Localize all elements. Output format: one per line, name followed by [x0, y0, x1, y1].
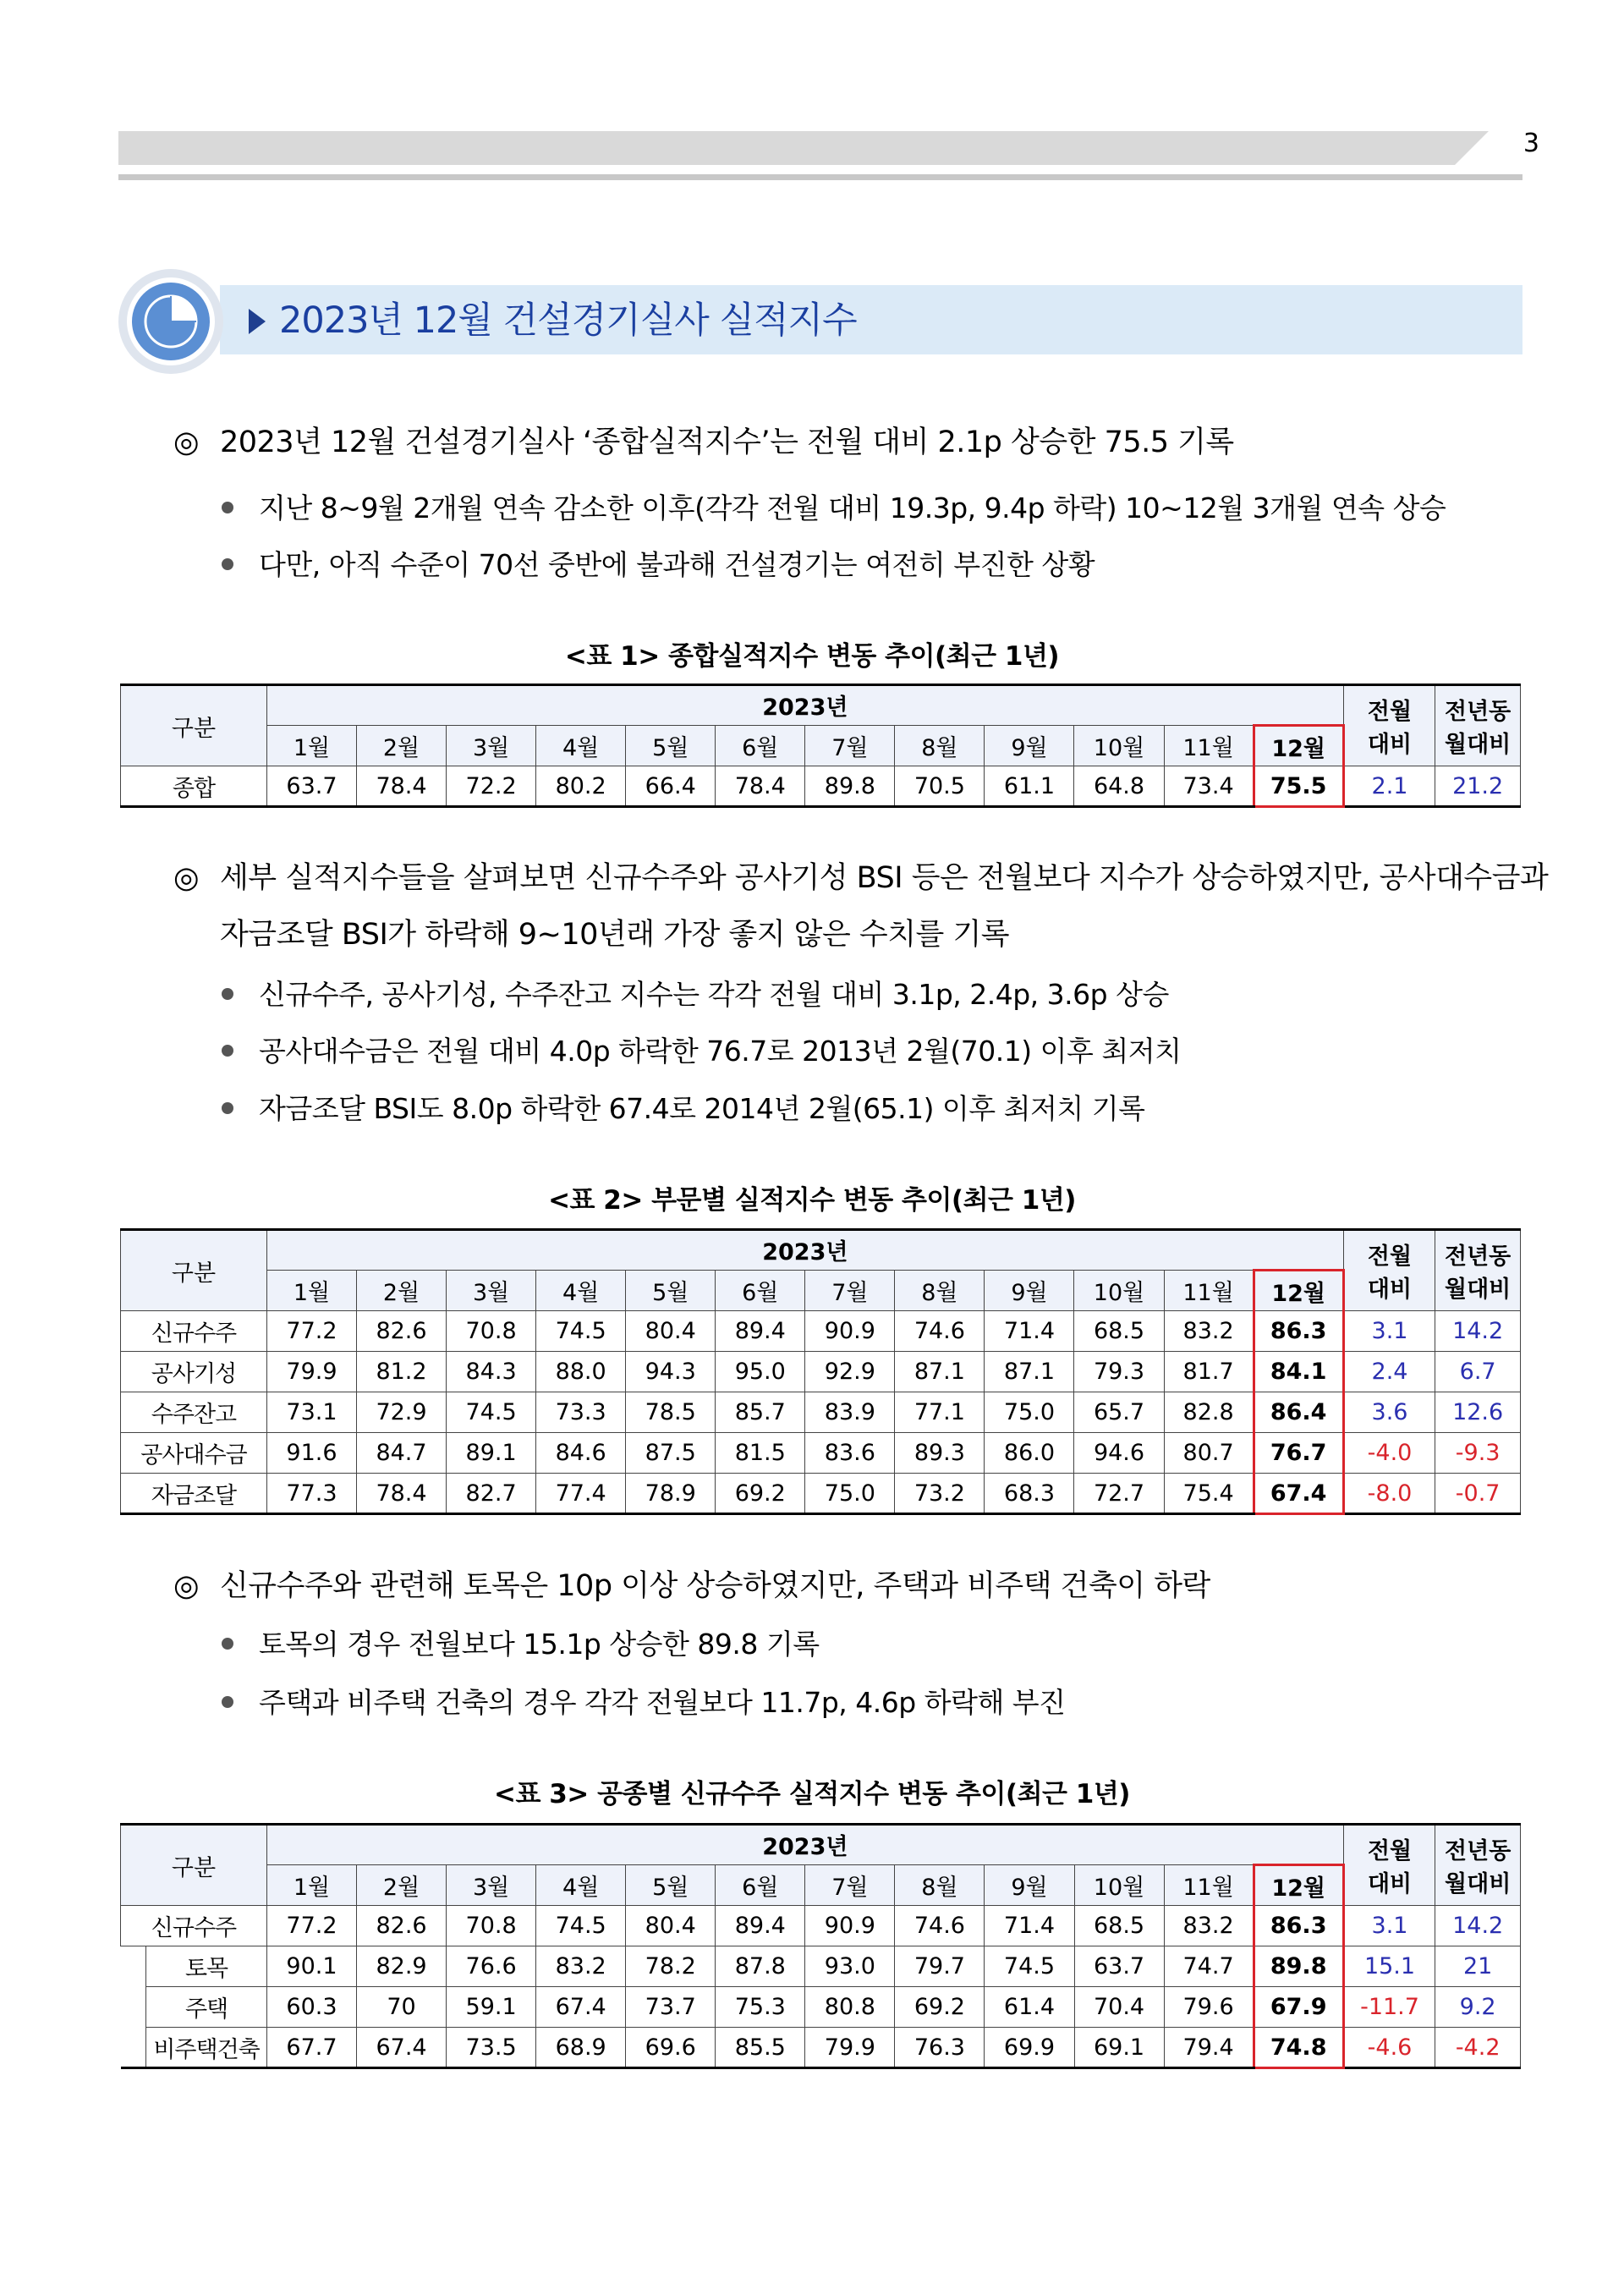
mom-cell: -4.0 — [1343, 1433, 1435, 1474]
month-header: 1월 — [266, 726, 356, 766]
table2-caption: <표 2> 부문별 실적지수 변동 추이(최근 1년) — [548, 1185, 1076, 1216]
table-row — [121, 1474, 1521, 1514]
paragraph-text: 신규수주와 관련해 토목은 10p 이상 상승하였지만, 주택과 비주택 건축이 하락 — [220, 1569, 1210, 1603]
value-cell: 69.2 — [895, 1987, 985, 2028]
bullet-item — [222, 1087, 1145, 1127]
header-yoy: 전년동 월대비 — [1435, 1825, 1521, 1906]
month-header: 11월 — [1164, 1865, 1254, 1906]
row-label: 공사기성 — [121, 1352, 267, 1392]
month-header: 11월 — [1164, 726, 1254, 766]
value-cell: 77.4 — [536, 1474, 626, 1514]
mom-cell: -4.6 — [1343, 2028, 1435, 2068]
month-header: 3월 — [447, 1271, 536, 1311]
table3 — [120, 1823, 1521, 2069]
value-cell: 63.7 — [1074, 1946, 1164, 1987]
month-header: 12월 — [1254, 1865, 1343, 1906]
header-category: 구분 — [121, 1825, 267, 1906]
month-header: 4월 — [536, 726, 626, 766]
value-cell: 84.6 — [536, 1433, 626, 1474]
value-cell: 84.1 — [1254, 1352, 1343, 1392]
header-year: 2023년 — [266, 1825, 1343, 1865]
mom-cell: 3.1 — [1343, 1906, 1435, 1946]
paragraph-1 — [173, 419, 1234, 461]
value-cell: 83.6 — [805, 1433, 895, 1474]
table-row — [121, 1906, 1521, 1946]
month-header: 10월 — [1074, 1271, 1164, 1311]
value-cell: 82.7 — [447, 1474, 536, 1514]
month-header: 4월 — [536, 1271, 626, 1311]
bullet-item — [222, 543, 1095, 583]
bullet-text: 공사대수금은 전월 대비 4.0p 하락한 76.7로 2013년 2월(70.1) 이후 최저치 — [259, 1035, 1182, 1068]
row-label: 자금조달 — [121, 1474, 267, 1514]
value-cell: 93.0 — [805, 1946, 895, 1987]
month-header: 8월 — [895, 1865, 985, 1906]
month-header: 10월 — [1074, 726, 1164, 766]
bullet-icon — [222, 1045, 233, 1057]
value-cell: 82.8 — [1164, 1392, 1254, 1433]
value-cell: 83.9 — [805, 1392, 895, 1433]
paragraph-mark: ◎ — [173, 861, 200, 895]
value-cell: 78.2 — [626, 1946, 716, 1987]
value-cell: 74.5 — [536, 1311, 626, 1352]
bullet-icon — [222, 988, 233, 1000]
value-cell: 94.6 — [1074, 1433, 1164, 1474]
header-yoy: 전년동 월대비 — [1435, 1230, 1521, 1311]
mom-cell: 3.6 — [1343, 1392, 1435, 1433]
value-cell: 78.9 — [626, 1474, 716, 1514]
value-cell: 73.4 — [1164, 766, 1254, 807]
month-header: 5월 — [626, 1865, 716, 1906]
value-cell: 73.7 — [626, 1987, 716, 2028]
value-cell: 87.8 — [716, 1946, 805, 1987]
value-cell: 89.8 — [1254, 1946, 1343, 1987]
value-cell: 77.2 — [266, 1906, 356, 1946]
value-cell: 68.3 — [985, 1474, 1074, 1514]
value-cell: 87.1 — [895, 1352, 985, 1392]
month-header: 7월 — [805, 726, 895, 766]
table-row — [121, 1352, 1521, 1392]
value-cell: 63.7 — [266, 766, 356, 807]
value-cell: 89.8 — [805, 766, 895, 807]
value-cell: 77.2 — [266, 1311, 356, 1352]
value-cell: 67.4 — [536, 1987, 626, 2028]
value-cell: 85.7 — [716, 1392, 805, 1433]
value-cell: 76.6 — [447, 1946, 536, 1987]
value-cell: 78.4 — [716, 766, 805, 807]
month-header: 3월 — [447, 726, 536, 766]
value-cell: 95.0 — [716, 1352, 805, 1392]
month-header: 7월 — [805, 1271, 895, 1311]
month-header: 10월 — [1074, 1865, 1164, 1906]
value-cell: 90.9 — [805, 1906, 895, 1946]
value-cell: 78.4 — [356, 766, 446, 807]
value-cell: 81.5 — [716, 1433, 805, 1474]
paragraph-text: 세부 실적지수들을 살펴보면 신규수주와 공사기성 BSI 등은 전월보다 지수가 상승하였지만, 공사대수금과 — [220, 861, 1549, 895]
month-header: 6월 — [716, 726, 805, 766]
row-label: 비주택건축 — [146, 2028, 267, 2068]
value-cell: 86.3 — [1254, 1906, 1343, 1946]
value-cell: 80.2 — [536, 766, 626, 807]
value-cell: 74.5 — [447, 1392, 536, 1433]
value-cell: 83.2 — [536, 1946, 626, 1987]
value-cell: 65.7 — [1074, 1392, 1164, 1433]
value-cell: 82.6 — [356, 1311, 446, 1352]
value-cell: 76.7 — [1254, 1433, 1343, 1474]
value-cell: 80.4 — [626, 1311, 716, 1352]
yoy-cell: 12.6 — [1435, 1392, 1521, 1433]
table-row — [121, 1311, 1521, 1352]
header-bar — [118, 131, 1489, 165]
month-header: 7월 — [805, 1865, 895, 1906]
value-cell: 74.6 — [895, 1311, 985, 1352]
value-cell: 78.5 — [626, 1392, 716, 1433]
bullet-text: 지난 8~9월 2개월 연속 감소한 이후(각각 전월 대비 19.3p, 9.4p 하락) 10~12월 3개월 연속 상승 — [259, 491, 1446, 524]
value-cell: 87.1 — [985, 1352, 1074, 1392]
month-header: 2월 — [357, 1865, 447, 1906]
table-row — [121, 1987, 1521, 2028]
page-number: 3 — [1522, 129, 1539, 158]
bullet-text: 신규수주, 공사기성, 수주잔고 지수는 각각 전월 대비 3.1p, 2.4p, 3.6p 상승 — [259, 978, 1169, 1011]
value-cell: 79.9 — [266, 1352, 356, 1392]
value-cell: 69.9 — [985, 2028, 1074, 2068]
paragraph-2 — [173, 854, 1548, 897]
value-cell: 89.4 — [716, 1906, 805, 1946]
value-cell: 80.7 — [1164, 1433, 1254, 1474]
table-row — [121, 2028, 1521, 2068]
paragraph-mark: ◎ — [173, 1569, 200, 1603]
value-cell: 75.5 — [1254, 766, 1343, 807]
mom-cell: 15.1 — [1343, 1946, 1435, 1987]
value-cell: 67.4 — [357, 2028, 447, 2068]
value-cell: 89.4 — [716, 1311, 805, 1352]
value-cell: 74.7 — [1164, 1946, 1254, 1987]
row-label: 종합 — [121, 766, 267, 807]
value-cell: 75.0 — [985, 1392, 1074, 1433]
header-category: 구분 — [121, 685, 267, 766]
row-indent — [121, 1946, 146, 1987]
value-cell: 70 — [357, 1987, 447, 2028]
mom-cell: 2.4 — [1343, 1352, 1435, 1392]
value-cell: 80.8 — [805, 1987, 895, 2028]
month-header: 1월 — [266, 1271, 356, 1311]
value-cell: 70.8 — [447, 1311, 536, 1352]
value-cell: 74.5 — [536, 1906, 626, 1946]
bullet-text: 자금조달 BSI도 8.0p 하락한 67.4로 2014년 2월(65.1) 이후 최저치 기록 — [259, 1092, 1145, 1125]
value-cell: 72.7 — [1074, 1474, 1164, 1514]
table1-caption: <표 1> 종합실적지수 변동 추이(최근 1년) — [564, 641, 1060, 672]
bullet-icon — [222, 558, 233, 570]
yoy-cell: -9.3 — [1435, 1433, 1521, 1474]
header-year: 2023년 — [266, 685, 1343, 726]
header-category: 구분 — [121, 1230, 267, 1311]
month-header: 11월 — [1164, 1271, 1254, 1311]
value-cell: 81.7 — [1164, 1352, 1254, 1392]
bullet-icon — [222, 1638, 233, 1650]
table-row — [121, 766, 1521, 807]
month-header: 5월 — [626, 726, 716, 766]
value-cell: 67.7 — [266, 2028, 356, 2068]
value-cell: 82.9 — [357, 1946, 447, 1987]
header-yoy: 전년동 월대비 — [1435, 685, 1521, 766]
mom-cell: 3.1 — [1343, 1311, 1435, 1352]
value-cell: 84.3 — [447, 1352, 536, 1392]
value-cell: 80.4 — [626, 1906, 716, 1946]
value-cell: 79.9 — [805, 2028, 895, 2068]
row-label: 신규수주 — [121, 1311, 267, 1352]
value-cell: 64.8 — [1074, 766, 1164, 807]
value-cell: 60.3 — [266, 1987, 356, 2028]
yoy-cell: 14.2 — [1435, 1311, 1521, 1352]
bullet-item — [222, 486, 1446, 526]
value-cell: 73.1 — [266, 1392, 356, 1433]
value-cell: 77.3 — [266, 1474, 356, 1514]
paragraph-mark: ◎ — [173, 426, 200, 459]
yoy-cell: -0.7 — [1435, 1474, 1521, 1514]
bullet-icon — [222, 1696, 233, 1708]
bullet-item — [222, 1681, 1066, 1721]
value-cell: 72.9 — [356, 1392, 446, 1433]
value-cell: 79.4 — [1164, 2028, 1254, 2068]
table-row — [121, 1392, 1521, 1433]
pie-chart-icon — [115, 266, 276, 380]
value-cell: 68.5 — [1074, 1311, 1164, 1352]
bullet-item — [222, 1622, 820, 1662]
value-cell: 85.5 — [716, 2028, 805, 2068]
value-cell: 69.2 — [716, 1474, 805, 1514]
header-year: 2023년 — [266, 1230, 1343, 1271]
month-header: 4월 — [536, 1865, 626, 1906]
mom-cell: 2.1 — [1343, 766, 1435, 807]
value-cell: 88.0 — [536, 1352, 626, 1392]
value-cell: 69.6 — [626, 2028, 716, 2068]
bullet-icon — [222, 502, 233, 513]
month-header: 5월 — [626, 1271, 716, 1311]
value-cell: 73.2 — [895, 1474, 985, 1514]
value-cell: 79.7 — [895, 1946, 985, 1987]
value-cell: 86.3 — [1254, 1311, 1343, 1352]
bullet-text: 주택과 비주택 건축의 경우 각각 전월보다 11.7p, 4.6p 하락해 부진 — [259, 1686, 1066, 1719]
table1 — [120, 684, 1521, 808]
month-header: 6월 — [716, 1271, 805, 1311]
value-cell: 91.6 — [266, 1433, 356, 1474]
value-cell: 74.5 — [985, 1946, 1074, 1987]
value-cell: 68.9 — [536, 2028, 626, 2068]
header-rule — [118, 174, 1522, 180]
month-header: 9월 — [985, 1271, 1074, 1311]
value-cell: 90.1 — [266, 1946, 356, 1987]
value-cell: 79.6 — [1164, 1987, 1254, 2028]
value-cell: 61.4 — [985, 1987, 1074, 2028]
value-cell: 69.1 — [1074, 2028, 1164, 2068]
bullet-icon — [222, 1102, 233, 1114]
row-label: 신규수주 — [121, 1906, 267, 1946]
month-header: 6월 — [716, 1865, 805, 1906]
row-label: 토목 — [146, 1946, 267, 1987]
row-label: 수주잔고 — [121, 1392, 267, 1433]
value-cell: 86.4 — [1254, 1392, 1343, 1433]
value-cell: 68.5 — [1074, 1906, 1164, 1946]
month-header: 2월 — [356, 726, 446, 766]
value-cell: 74.6 — [895, 1906, 985, 1946]
value-cell: 79.3 — [1074, 1352, 1164, 1392]
value-cell: 87.5 — [626, 1433, 716, 1474]
value-cell: 81.2 — [356, 1352, 446, 1392]
mom-cell: -8.0 — [1343, 1474, 1435, 1514]
value-cell: 70.4 — [1074, 1987, 1164, 2028]
header-mom: 전월 대비 — [1343, 1825, 1435, 1906]
value-cell: 66.4 — [626, 766, 716, 807]
table-row — [121, 1433, 1521, 1474]
value-cell: 82.6 — [357, 1906, 447, 1946]
value-cell: 75.4 — [1164, 1474, 1254, 1514]
mom-cell: -11.7 — [1343, 1987, 1435, 2028]
value-cell: 84.7 — [356, 1433, 446, 1474]
bullet-item — [222, 1029, 1181, 1069]
value-cell: 89.1 — [447, 1433, 536, 1474]
value-cell: 70.5 — [895, 766, 985, 807]
value-cell: 76.3 — [895, 2028, 985, 2068]
value-cell: 70.8 — [447, 1906, 536, 1946]
paragraph-3 — [173, 1562, 1210, 1605]
month-header: 8월 — [895, 1271, 985, 1311]
value-cell: 61.1 — [985, 766, 1074, 807]
value-cell: 75.3 — [716, 1987, 805, 2028]
yoy-cell: 14.2 — [1435, 1906, 1521, 1946]
value-cell: 94.3 — [626, 1352, 716, 1392]
value-cell: 77.1 — [895, 1392, 985, 1433]
yoy-cell: 21.2 — [1435, 766, 1521, 807]
row-indent — [121, 2028, 146, 2068]
header-mom: 전월 대비 — [1343, 685, 1435, 766]
row-label: 주택 — [146, 1987, 267, 2028]
value-cell: 59.1 — [447, 1987, 536, 2028]
header-mom: 전월 대비 — [1343, 1230, 1435, 1311]
value-cell: 83.2 — [1164, 1311, 1254, 1352]
value-cell: 86.0 — [985, 1433, 1074, 1474]
value-cell: 71.4 — [985, 1311, 1074, 1352]
month-header: 9월 — [985, 726, 1074, 766]
month-header: 12월 — [1254, 1271, 1343, 1311]
value-cell: 71.4 — [985, 1906, 1074, 1946]
table2 — [120, 1228, 1521, 1515]
value-cell: 89.3 — [895, 1433, 985, 1474]
value-cell: 75.0 — [805, 1474, 895, 1514]
value-cell: 90.9 — [805, 1311, 895, 1352]
value-cell: 72.2 — [447, 766, 536, 807]
row-label: 공사대수금 — [121, 1433, 267, 1474]
yoy-cell: 9.2 — [1435, 1987, 1521, 2028]
bullet-text: 토목의 경우 전월보다 15.1p 상승한 89.8 기록 — [259, 1628, 820, 1661]
value-cell: 67.4 — [1254, 1474, 1343, 1514]
value-cell: 78.4 — [356, 1474, 446, 1514]
bullet-item — [222, 973, 1169, 1013]
value-cell: 73.5 — [447, 2028, 536, 2068]
table-row — [121, 1946, 1521, 1987]
yoy-cell: -4.2 — [1435, 2028, 1521, 2068]
row-indent — [121, 1987, 146, 2028]
value-cell: 92.9 — [805, 1352, 895, 1392]
month-header: 1월 — [266, 1865, 356, 1906]
value-cell: 74.8 — [1254, 2028, 1343, 2068]
yoy-cell: 21 — [1435, 1946, 1521, 1987]
value-cell: 83.2 — [1164, 1906, 1254, 1946]
value-cell: 73.3 — [536, 1392, 626, 1433]
paragraph-text: 2023년 12월 건설경기실사 ‘종합실적지수’는 전월 대비 2.1p 상승한 75.5 기록 — [220, 426, 1234, 459]
value-cell: 67.9 — [1254, 1987, 1343, 2028]
month-header: 3월 — [447, 1865, 536, 1906]
month-header: 8월 — [895, 726, 985, 766]
bullet-text: 다만, 아직 수준이 70선 중반에 불과해 건설경기는 여전히 부진한 상황 — [259, 548, 1095, 581]
month-header: 12월 — [1254, 726, 1343, 766]
paragraph-2-continued: 자금조달 BSI가 하락해 9~10년래 가장 좋지 않은 수치를 기록 — [220, 918, 1010, 952]
yoy-cell: 6.7 — [1435, 1352, 1521, 1392]
table3-caption: <표 3> 공종별 신규수주 실적지수 변동 추이(최근 1년) — [494, 1779, 1130, 1809]
section-title: 2023년 12월 건설경기실사 실적지수 — [279, 299, 857, 342]
month-header: 9월 — [985, 1865, 1074, 1906]
month-header: 2월 — [356, 1271, 446, 1311]
